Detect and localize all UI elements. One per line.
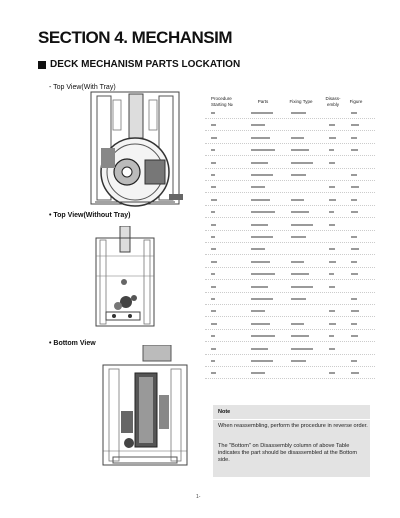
table-cell bbox=[351, 273, 358, 275]
table-cell bbox=[291, 236, 306, 238]
table-cell bbox=[351, 124, 359, 126]
table-cell bbox=[329, 186, 335, 188]
table-row-divider bbox=[205, 205, 375, 206]
table-cell bbox=[291, 273, 309, 275]
table-cell bbox=[291, 224, 313, 226]
table-row-divider bbox=[205, 168, 375, 169]
table-row-divider bbox=[205, 155, 375, 156]
table-row-divider bbox=[205, 217, 375, 218]
table-row-divider bbox=[205, 354, 375, 355]
table-cell bbox=[291, 298, 306, 300]
table-cell bbox=[211, 174, 215, 176]
table-cell bbox=[351, 112, 357, 114]
table-cell bbox=[291, 211, 309, 213]
table-cell bbox=[329, 199, 336, 201]
view-label-top-without-tray: • Top View(Without Tray) bbox=[49, 212, 131, 219]
table-cell bbox=[351, 149, 358, 151]
table-cell bbox=[251, 224, 268, 226]
table-cell bbox=[211, 112, 215, 114]
table-cell bbox=[351, 261, 357, 263]
table-cell bbox=[351, 199, 357, 201]
table-cell bbox=[291, 199, 304, 201]
table-cell bbox=[251, 310, 265, 312]
table-row-divider bbox=[205, 192, 375, 193]
table-cell bbox=[251, 124, 265, 126]
table-cell bbox=[251, 360, 273, 362]
table-cell bbox=[329, 137, 336, 139]
table-cell bbox=[211, 236, 215, 238]
table-cell bbox=[329, 323, 336, 325]
table-cell bbox=[351, 323, 357, 325]
note-box bbox=[213, 405, 370, 477]
table-cell bbox=[251, 286, 268, 288]
table-cell bbox=[251, 273, 275, 275]
page-title: SECTION 4. MECHANSIM bbox=[38, 28, 233, 47]
table-cell bbox=[329, 348, 335, 350]
table-cell bbox=[291, 323, 304, 325]
section-heading bbox=[38, 59, 240, 70]
table-cell bbox=[211, 360, 215, 362]
table-cell bbox=[211, 310, 216, 312]
table-cell bbox=[351, 335, 358, 337]
table-cell bbox=[329, 162, 335, 164]
view-label-bottom: • Bottom View bbox=[49, 340, 96, 347]
table-row-divider bbox=[205, 378, 375, 379]
table-cell bbox=[211, 323, 217, 325]
table-cell bbox=[329, 372, 335, 374]
table-cell bbox=[291, 261, 304, 263]
square-bullet-icon bbox=[38, 61, 46, 69]
table-cell bbox=[251, 236, 273, 238]
table-cell bbox=[211, 186, 216, 188]
table-cell bbox=[291, 137, 304, 139]
table-cell bbox=[329, 286, 335, 288]
page-number: 1- bbox=[196, 494, 201, 500]
table-cell bbox=[291, 348, 313, 350]
header-disassembly: Disass- embly bbox=[325, 96, 341, 107]
bottom-view-figure bbox=[95, 345, 195, 475]
table-cell bbox=[211, 149, 215, 151]
note-divider bbox=[213, 419, 370, 420]
table-cell bbox=[351, 211, 358, 213]
table-row-divider bbox=[205, 329, 375, 330]
table-row-divider bbox=[205, 292, 375, 293]
table-cell bbox=[251, 112, 273, 114]
table-cell bbox=[251, 137, 270, 139]
table-cell bbox=[329, 224, 335, 226]
table-cell bbox=[329, 273, 334, 275]
table-cell bbox=[211, 372, 216, 374]
header-procedure: Procedure Starting № bbox=[211, 96, 233, 107]
table-cell bbox=[251, 298, 273, 300]
header-fixing-type: Fixing Type bbox=[289, 99, 313, 104]
table-cell bbox=[329, 124, 335, 126]
table-cell bbox=[291, 162, 313, 164]
table-cell bbox=[211, 124, 216, 126]
table-row-divider bbox=[205, 304, 375, 305]
table-cell bbox=[211, 224, 216, 226]
table-cell bbox=[211, 248, 216, 250]
table-cell bbox=[351, 310, 359, 312]
table-row-divider bbox=[205, 267, 375, 268]
table-cell bbox=[211, 335, 215, 337]
table-row-divider bbox=[205, 242, 375, 243]
table-cell bbox=[351, 360, 357, 362]
table-cell bbox=[291, 112, 306, 114]
table-cell bbox=[211, 286, 216, 288]
table-cell bbox=[351, 186, 359, 188]
table-cell bbox=[251, 211, 275, 213]
table-cell bbox=[211, 273, 215, 275]
table-cell bbox=[251, 149, 275, 151]
table-cell bbox=[291, 286, 313, 288]
table-cell bbox=[351, 372, 359, 374]
note-title: Note bbox=[218, 409, 231, 415]
table-cell bbox=[211, 298, 215, 300]
table-cell bbox=[211, 162, 216, 164]
table-row-divider bbox=[205, 341, 375, 342]
table-cell bbox=[251, 199, 270, 201]
table-cell bbox=[351, 137, 357, 139]
table-cell bbox=[351, 236, 357, 238]
table-row-divider bbox=[205, 366, 375, 367]
top-view-with-tray-figure bbox=[85, 90, 185, 208]
header-figure: Figure bbox=[349, 99, 363, 104]
table-row-divider bbox=[205, 279, 375, 280]
table-cell bbox=[251, 335, 275, 337]
top-view-without-tray-figure bbox=[90, 226, 160, 328]
table-cell bbox=[329, 211, 334, 213]
view-label-top-with-tray: - Top View(With Tray) bbox=[49, 84, 116, 91]
section-heading-text: DECK MECHANISM PARTS LOCKATION bbox=[50, 59, 241, 70]
table-cell bbox=[291, 360, 306, 362]
table-cell bbox=[251, 174, 273, 176]
table-cell bbox=[251, 248, 265, 250]
table-cell bbox=[351, 298, 357, 300]
table-cell bbox=[251, 162, 268, 164]
table-cell bbox=[211, 199, 217, 201]
table-cell bbox=[251, 186, 265, 188]
table-row-divider bbox=[205, 316, 375, 317]
table-cell bbox=[291, 174, 306, 176]
table-cell bbox=[251, 348, 268, 350]
note-paragraph: The "Bottom" on Disassembly column of above Table indicates the part should be disassembled at the Bottom side. bbox=[218, 443, 357, 463]
table-row-divider bbox=[205, 130, 375, 131]
table-cell bbox=[211, 137, 217, 139]
header-parts: Parts bbox=[257, 99, 269, 104]
table-cell bbox=[329, 310, 335, 312]
table-cell bbox=[351, 248, 359, 250]
table-row-divider bbox=[205, 180, 375, 181]
table-cell bbox=[251, 372, 265, 374]
parts-table bbox=[205, 92, 375, 392]
table-cell bbox=[251, 261, 270, 263]
table-cell bbox=[291, 335, 309, 337]
table-cell bbox=[329, 248, 335, 250]
table-row-divider bbox=[205, 143, 375, 144]
table-cell bbox=[251, 323, 270, 325]
table-row-divider bbox=[205, 254, 375, 255]
table-cell bbox=[351, 174, 357, 176]
table-row-divider bbox=[205, 118, 375, 119]
table-cell bbox=[291, 149, 309, 151]
table-cell bbox=[211, 211, 215, 213]
table-cell bbox=[329, 335, 334, 337]
table-row-divider bbox=[205, 230, 375, 231]
table-cell bbox=[211, 348, 216, 350]
table-cell bbox=[329, 149, 334, 151]
note-paragraph: When reassembling, perform the procedure in reverse order. bbox=[218, 423, 368, 429]
table-cell bbox=[211, 261, 217, 263]
table-cell bbox=[329, 261, 336, 263]
